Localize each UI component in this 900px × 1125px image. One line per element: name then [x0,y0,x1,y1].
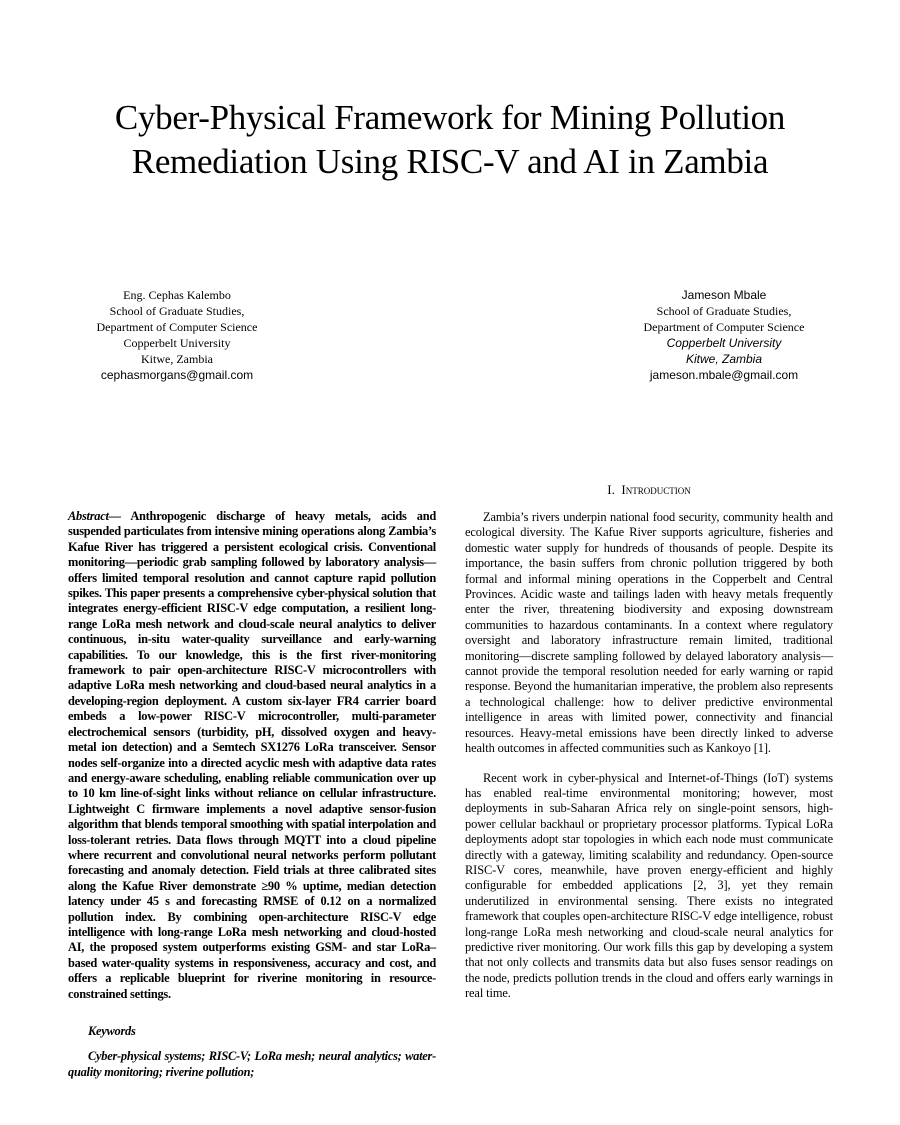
author-email: cephasmorgans@gmail.com [100,368,254,382]
author-name: Eng. Cephas Kalembo [123,288,231,302]
author-school: School of Graduate Studies, [109,304,245,318]
intro-paragraph-2: Recent work in cyber-physical and Internet-of-Things (IoT) systems has enabled real-time environmental monitoring; however, most deployments in sub-Saharan Africa rely on single-point sensors, high-power cellular backhaul or proprietary processor platforms. Typical LoRa deployments adopt star topologies in which each node must communicate directly with a gateway, limiting scalability and redundancy. Open-source RISC-V cores, meanwhile, have proven energy-efficient and highly configurable for embedded applications [2, 3], yet they remain underutilized in environmental sensing. There exists no integrated framework that couples open-architecture RISC-V edge intelligence, robust long-range LoRa mesh networking and cloud-scale neural analytics for predictive river monitoring. Our work fills this gap by developing a system that not only collects and transmits data but also fuses sensor readings on the node, predicts pollution trends in the cloud and offers early warnings in real time. [465,770,833,1001]
author-block-1 [62,287,292,383]
author-university: Copperbelt University [123,336,231,350]
intro-paragraph-1: Zambia’s rivers underpin national food security, community health and ecological diversity. The Kafue River supports agriculture, fisheries and domestic water supply for hundreds of thousands of people. Despite its importance, the basin suffers from chronic pollution triggered by both formal and informal mining operations in the Copperbelt and Central Provinces. Acidic waste and tailings laden with heavy metals frequently enter the river, threatening biodiversity and exposing downstream communities to hazardous contaminants. In a context where regulatory oversight and laboratory infrastructure remain limited, traditional monitoring—discrete sampling followed by delayed laboratory analysis—cannot provide the temporal resolution needed for early warning or rapid response. Beyond the humanitarian imperative, the problem also represents a technological challenge: how to deliver predictive environmental intelligence in areas with limited power, connectivity and financial resources. Heavy-metal emissions have been directly linked to adverse health outcomes in affected communities such as Kankoyo [1]. [465,510,833,756]
section-title: Introduction [621,482,691,497]
keywords-text: Cyber-physical systems; RISC-V; LoRa mesh; neural analytics; water-quality monitoring; riverine pollution; [68,1049,436,1079]
section-number: I. [607,482,615,497]
author-email: jameson.mbale@gmail.com [649,368,799,382]
author-department: Department of Computer Science [96,320,258,334]
abstract-label: Abstract— [68,509,121,523]
section-heading [465,481,833,498]
author-block-2 [612,287,836,383]
abstract [68,509,436,1002]
left-column [68,509,436,1080]
author-university: Copperbelt University [666,336,782,350]
right-column [465,481,833,1016]
author-name: Jameson Mbale [681,288,767,302]
author-location: Kitwe, Zambia [685,352,763,366]
paper-title: Cyber-Physical Framework for Mining Pollution Remediation Using RISC-V and AI in Zambia [114,98,786,181]
author-location: Kitwe, Zambia [141,352,213,366]
author-school: School of Graduate Studies, [656,304,792,318]
author-department: Department of Computer Science [643,320,805,334]
keywords-heading: Keywords [88,1024,136,1038]
abstract-text: Anthropogenic discharge of heavy metals, acids and suspended particulates from intensive mining operations along Zambia’s Kafue River has triggered a persistent ecological crisis. Conventional monitoring—periodic grab sampling followed by laboratory analysis—offers limited temporal resolution and cannot capture rapid pollution spikes. This paper presents a comprehensive cyber-physical solution that integrates energy-efficient RISC-V edge computation, a resilient long-range LoRa mesh network and cloud-scale neural analytics to deliver continuous, in-situ water-quality surveillance and early-warning capabilities. To our knowledge, this is the first river-monitoring framework to pair open-architecture RISC-V microcontrollers with adaptive LoRa mesh networking and cloud-based neural analytics in a developing-region deployment. A custom six-layer FR4 carrier board embeds a low-power RISC-V microcontroller, multi-parameter electrochemical sensors (turbidity, pH, dissolved oxygen and heavy-metal ion detection) and a Semtech SX1276 LoRa transceiver. Sensor nodes self-organize into a directed acyclic mesh with adaptive data rates and energy-aware scheduling, enabling reliable communication over up to 10 km line-of-sight links without reliance on cellular infrastructure. Lightweight C firmware implements a novel adaptive sensor-fusion algorithm that blends temporal smoothing with spatial interpolation and loss-tolerant retries. Data flows through MQTT into a cloud pipeline where recurrent and convolutional neural networks perform pollutant forecasting and anomaly detection. Field trials at three calibrated sites along the Kafue River demonstrate ≥90 % uptime, median detection latency under 45 s and forecasting RMSE of 0.12 on a normalized pollution index. By combining open-architecture RISC-V edge intelligence with long-range LoRa mesh networking and cloud-hosted AI, the proposed system outperforms existing GSM- and star LoRa–based water-quality systems in responsiveness, accuracy and cost, and offers a replicable blueprint for riverine monitoring in resource-constrained settings. [68,509,436,1001]
